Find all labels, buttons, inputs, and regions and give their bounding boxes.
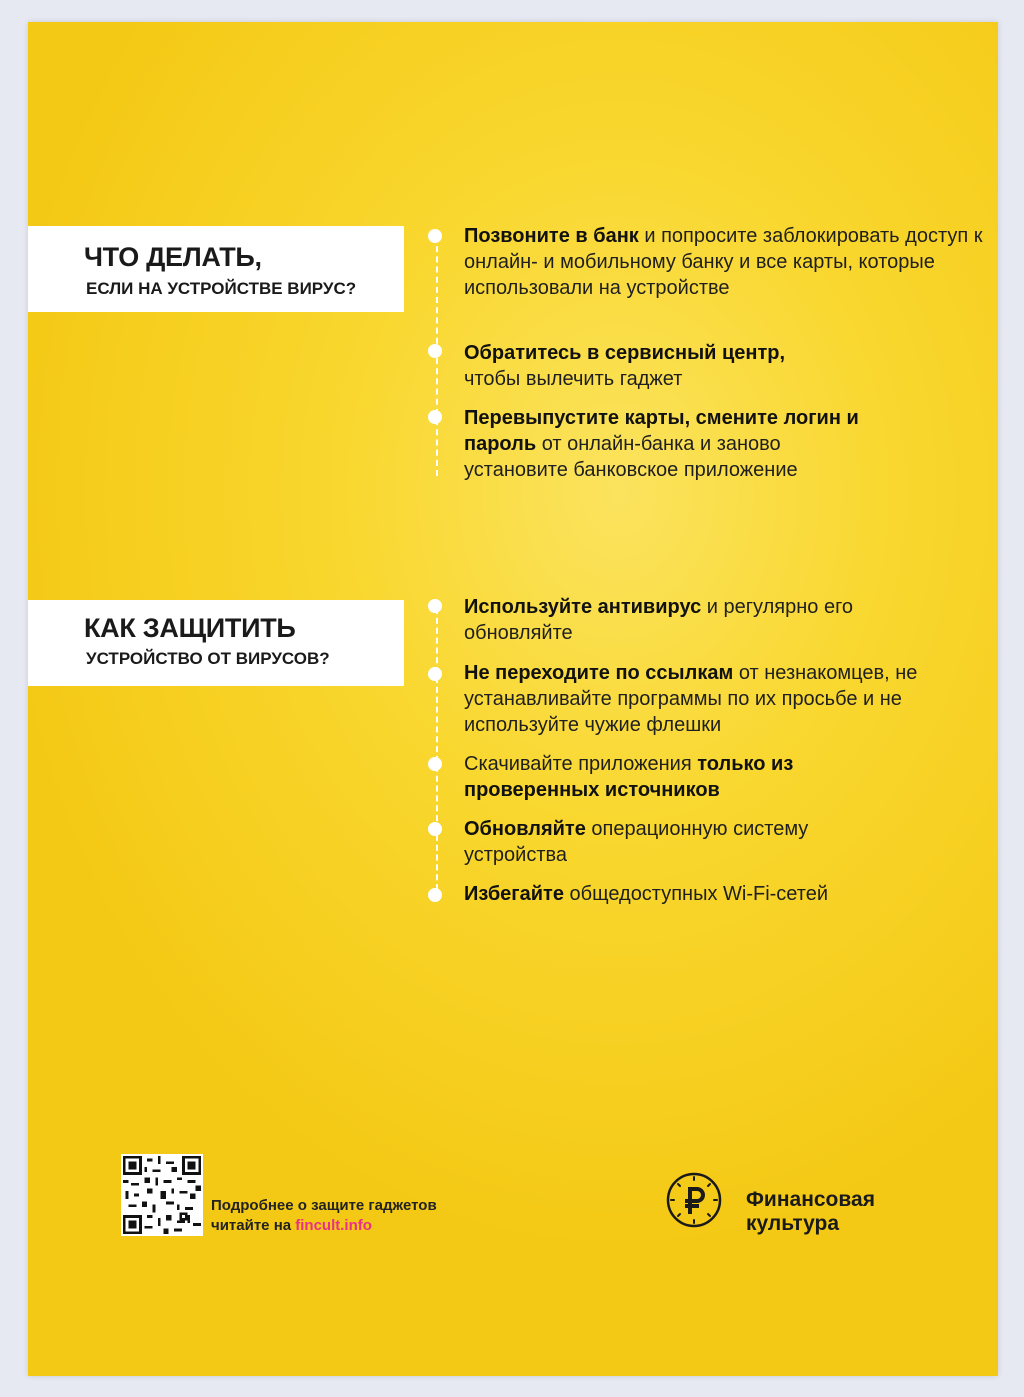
section2-item-4 [464,816,884,868]
bullet-dot-icon [428,229,442,243]
item-text: от незнакомцев, не устанавливайте программы по их просьбе и не используйте чужие флешки [464,662,918,736]
section2-subtitle: УСТРОЙСТВО ОТ ВИРУСОВ? [86,649,330,668]
section1-item-3 [464,405,884,483]
bullet-dot-icon [428,599,442,613]
item-text: от онлайн-банка и заново установите банковское приложение [464,433,798,481]
section2-item-5 [464,881,984,907]
poster-page [28,22,998,1376]
bullet-dot-icon [428,667,442,681]
footer-text [211,1196,437,1236]
fincult-link[interactable]: fincult.info [295,1217,372,1234]
section2-item-1 [464,594,924,646]
item-text: общедоступных Wi-Fi-сетей [563,883,828,905]
item-bold-text: Используйте антивирус [464,596,702,618]
bullet-dot-icon [428,757,442,771]
item-text: Скачивайте приложения [464,753,698,775]
item-bold-text: Обратитесь в сервисный центр, [464,342,786,364]
item-bold-text: Не переходите по ссылкам [464,662,734,684]
item-bold-text: Обновляйте [464,818,586,840]
section1-subtitle: ЕСЛИ НА УСТРОЙСТВЕ ВИРУС? [86,279,357,298]
section2-item-2 [464,660,964,738]
item-text: и попросите заблокировать доступ к онлайн- и мобильному банку и все карты, которые использовали на устройстве [464,225,983,299]
logo-text [746,1188,875,1236]
section1-item-1 [464,223,984,301]
footer-line-2 [211,1216,437,1236]
item-bold-text: Позвоните в банк [464,225,639,247]
section1-item-2 [464,340,984,392]
bullet-dot-icon [428,410,442,424]
item-text: чтобы вылечить гаджет [464,368,683,390]
section2-title: КАК ЗАЩИТИТЬ [84,613,296,643]
item-text: и регулярно его обновляйте [464,596,854,644]
footer-line-2-prefix: читайте на [211,1217,296,1234]
footer-line-1: Подробнее о защите гаджетов [211,1197,437,1214]
bullet-dot-icon [428,888,442,902]
section2-item-3 [464,751,824,803]
section2-timeline [436,608,438,900]
bullet-dot-icon [428,344,442,358]
item-bold-text: только из проверенных источников [464,753,794,801]
logo-line-1: Финансовая [746,1188,875,1211]
ruble-clock-logo-icon [666,1172,722,1228]
item-bold-text: Избегайте [464,883,564,905]
item-bold-text: Перевыпустите карты, смените логин и пароль [464,407,859,455]
qr-code-icon[interactable] [121,1154,203,1236]
bullet-dot-icon [428,822,442,836]
item-text: операционную систему устройства [464,818,809,866]
logo-line-2: культура [746,1212,840,1235]
section1-title: ЧТО ДЕЛАТЬ, [84,242,262,272]
